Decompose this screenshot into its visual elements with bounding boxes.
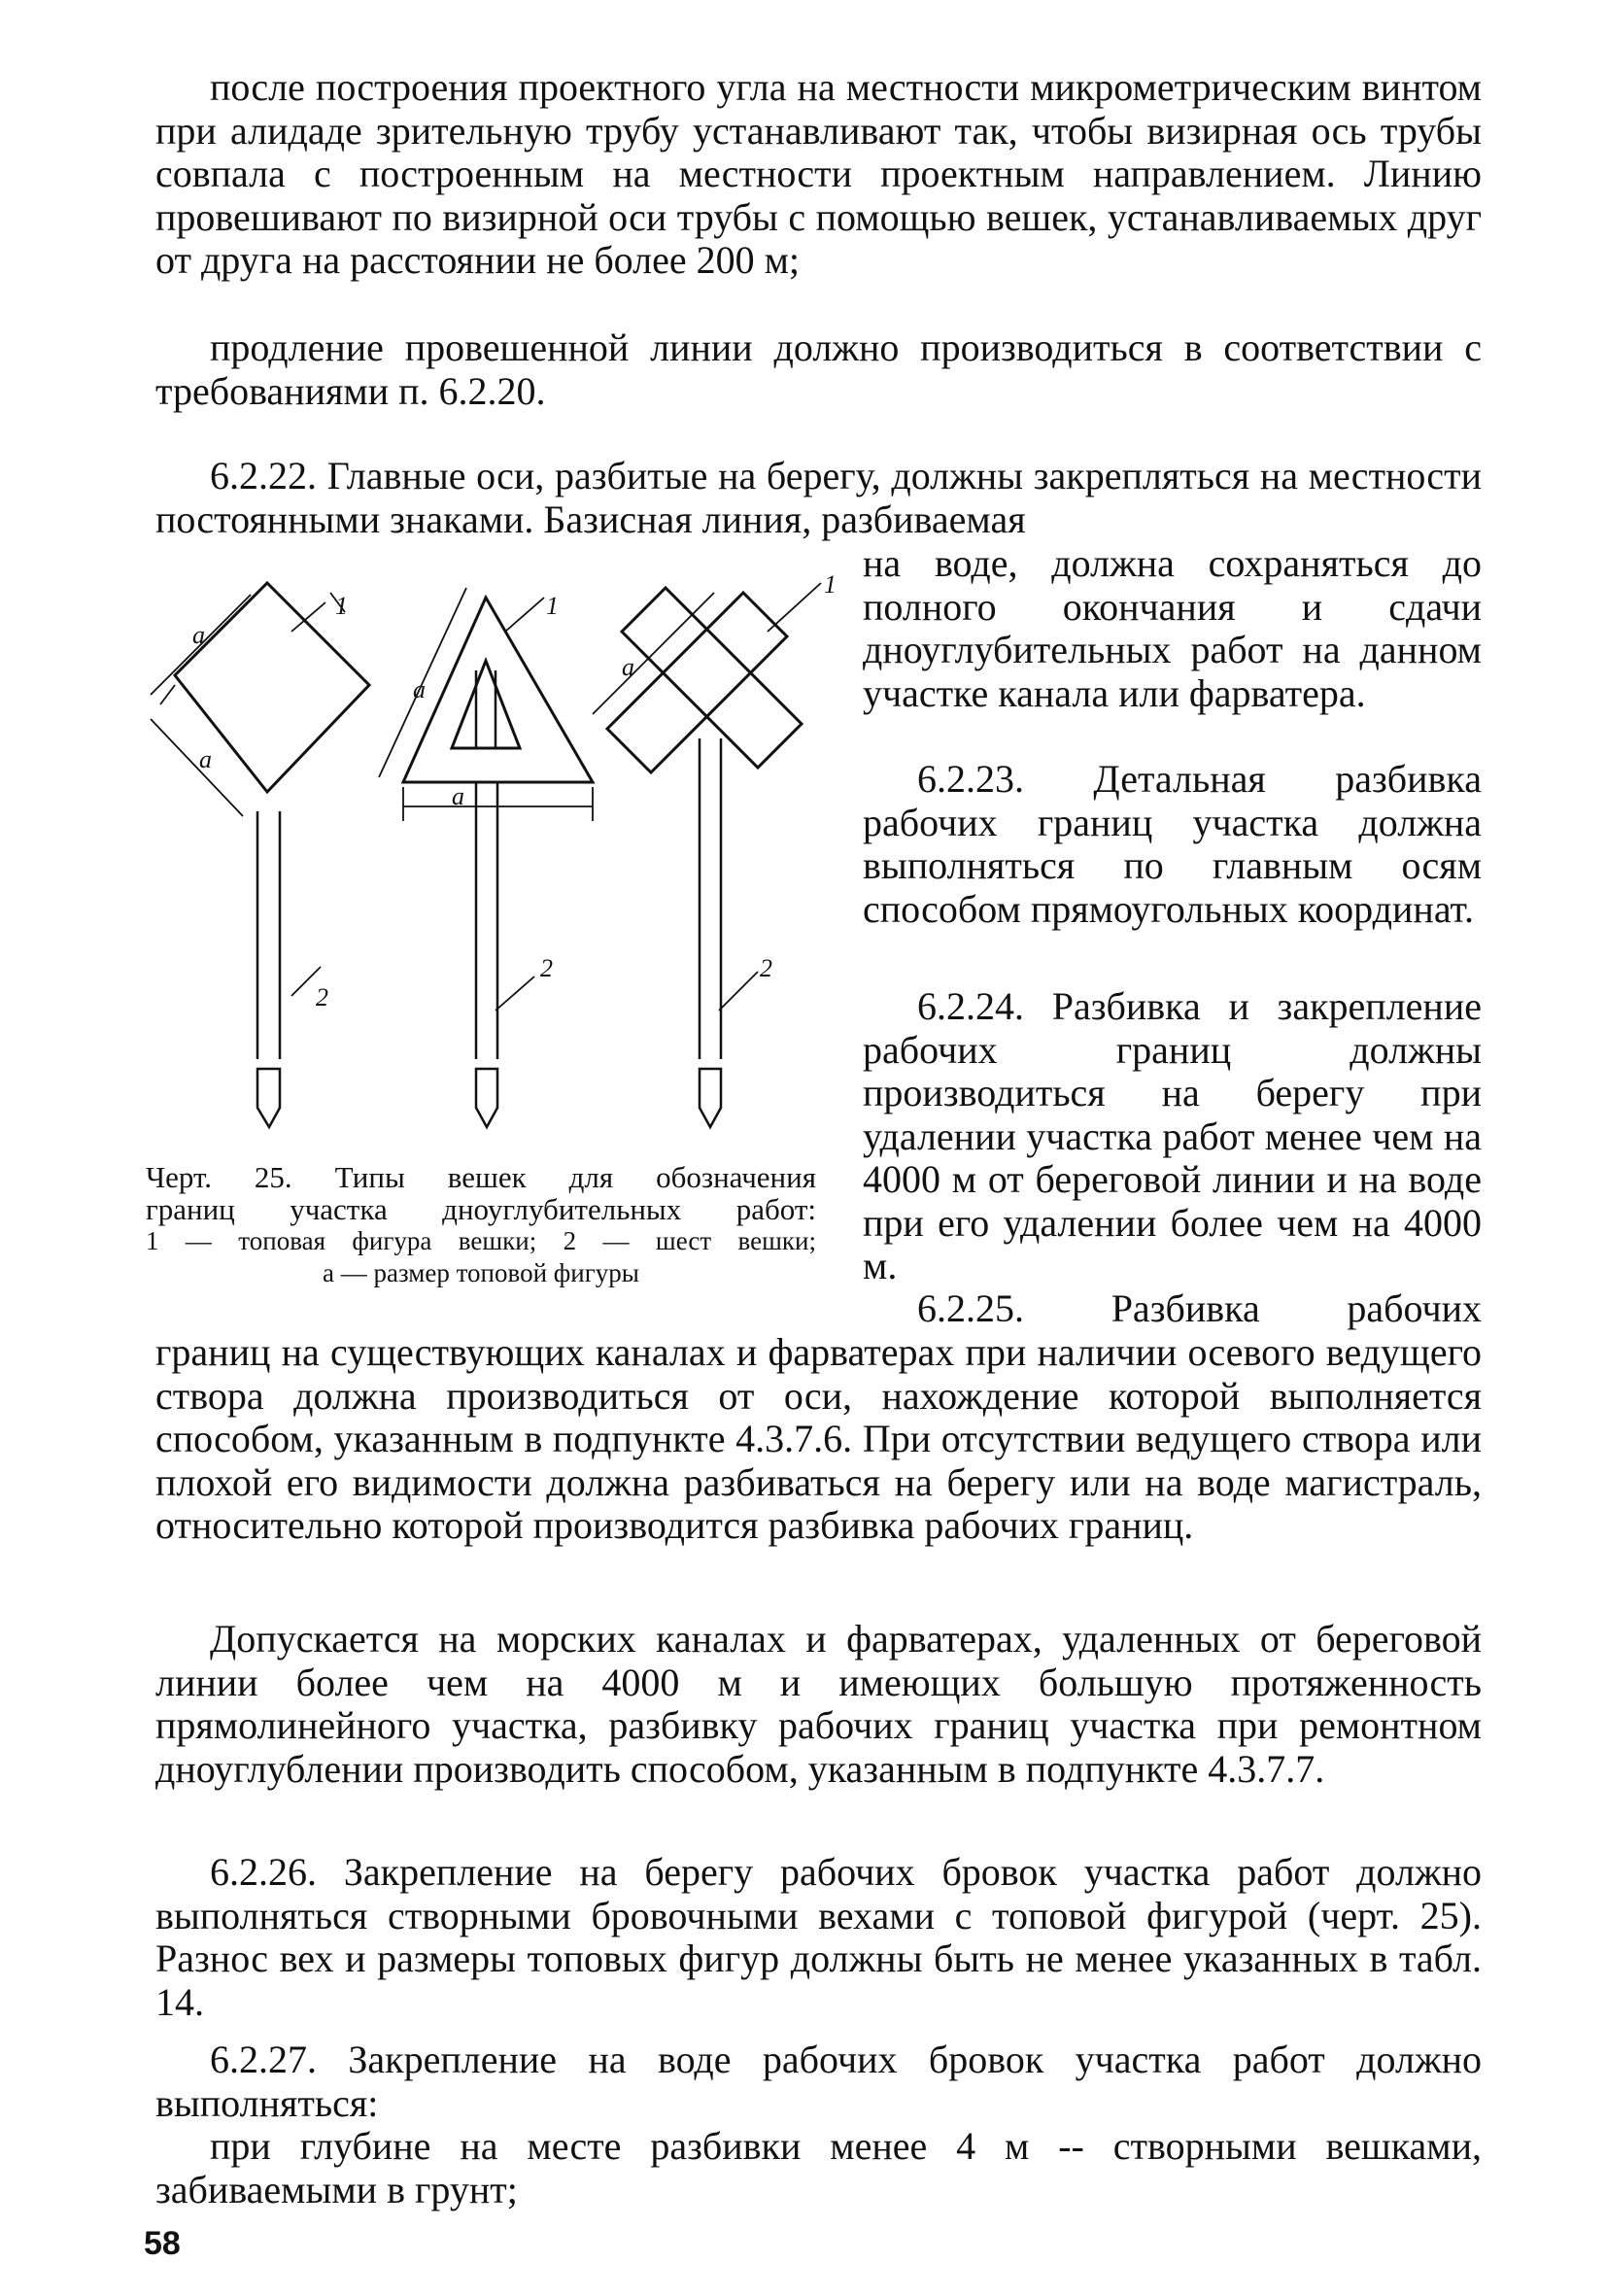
paragraph-6-2-24: 6.2.24. Разбивка и закрепление рабочих границ должны производиться на берегу при удалении участка работ менее чем на 4000 м от береговой линии и на воде при его удалении более чем на 4000 м. <box>863 984 1482 1287</box>
paragraph-6-2-22: 6.2.22. Главные оси, разбитые на берегу, должны закрепляться на местности постоянными знаками. Базисная линия, разбиваемая <box>155 454 1482 541</box>
diamond-pole-tip <box>257 1069 280 1127</box>
caption-line-3: 1 — топовая фигура вешки; 2 — шест вешки; <box>146 1226 816 1255</box>
marker-types-figure <box>136 564 855 1147</box>
caption-title: Черт. 25. Типы вешек для обозначения <box>146 1160 816 1194</box>
label-1-diamond: 1 <box>335 592 348 620</box>
paragraph-2: продление провешенной линии должно производиться в соответствии с требованиями п. 6.2.20. <box>155 326 1482 413</box>
cross-pole-tip <box>700 1069 721 1127</box>
label-2-diamond: 2 <box>316 983 328 1011</box>
label-a-cross: a <box>622 653 634 681</box>
triangle-marker <box>379 588 593 1127</box>
label-1-cross: 1 <box>824 570 837 599</box>
paragraph-6-2-25: границ на существующих каналах и фарватерах при наличии осевого ведущего створа должна производиться от оси, нахождение которой выполняется способом, указанным в подпункте 4.3.7.6. При отсутствии ведущего створа или плохой его видимости должна разбиваться на берегу или на воде магистраль, относительно которой производится разбивка рабочих границ. <box>155 1330 1482 1547</box>
label-2-triangle: 2 <box>540 954 553 982</box>
caption-line-2: границ участка дноуглубительных работ: <box>146 1192 816 1226</box>
triangle-pole-tip <box>476 1069 497 1127</box>
triangle-inner <box>452 661 520 748</box>
page-number: 58 <box>144 2225 181 2262</box>
paragraph-allowance: Допускается на морских каналах и фарватерах, удаленных от береговой линии более чем на 4000 м и имеющих большую протяженность прямолинейного участка, разбивку рабочих границ участка при ремонтном дноуглублении производить способом, указанным в подпункте 4.3.7.7. <box>155 1617 1482 1791</box>
figure-caption <box>146 1161 816 1289</box>
paragraph-1: после построения проектного угла на местности микрометрическим винтом при алидаде зрительную трубу устанавливают так, чтобы визирная ось трубы совпала с построенным на местности проектным направлением. Линию провешивают по визирной оси трубы с помощью вешек, устанавливаемых друг от друга на расстоянии не более 200 м; <box>155 65 1482 282</box>
caption-line-4: a — размер топовой фигуры <box>323 1258 639 1287</box>
cross-bar-1 <box>622 588 802 768</box>
paragraph-6-2-22-cont: на воде, должна сохраняться до полного окончания и сдачи дноуглубительных работ на данном участке канала или фарватера. <box>863 541 1482 715</box>
label-1-triangle: 1 <box>546 592 559 620</box>
label-a-diamond-top: a <box>192 621 205 649</box>
label-a-triangle-base: a <box>452 782 464 810</box>
paragraph-depth-rule: при глубине на месте разбивки менее 4 м -- створными вешками, забиваемыми в грунт; <box>155 2124 1482 2211</box>
label-a-diamond-side: a <box>199 745 212 773</box>
paragraph-6-2-26: 6.2.26. Закрепление на берегу рабочих бровок участка работ должно выполняться створными бровочными вехами с топовой фигурой (черт. 25). Разнос вех и размеры топовых фигур должны быть не менее указанных в табл. 14. <box>155 1850 1482 2024</box>
label-2-cross: 2 <box>760 954 772 982</box>
paragraph-6-2-27: 6.2.27. Закрепление на воде рабочих бровок участка работ должно выполняться: <box>155 2038 1482 2125</box>
label-a-triangle-side: a <box>413 675 426 703</box>
paragraph-6-2-23: 6.2.23. Детальная разбивка рабочих границ участка должна выполняться по главным осям способом прямоугольных координат. <box>863 757 1482 931</box>
diamond-marker <box>151 583 369 1127</box>
paragraph-6-2-25-head: 6.2.25. Разбивка рабочих <box>917 1286 1482 1330</box>
